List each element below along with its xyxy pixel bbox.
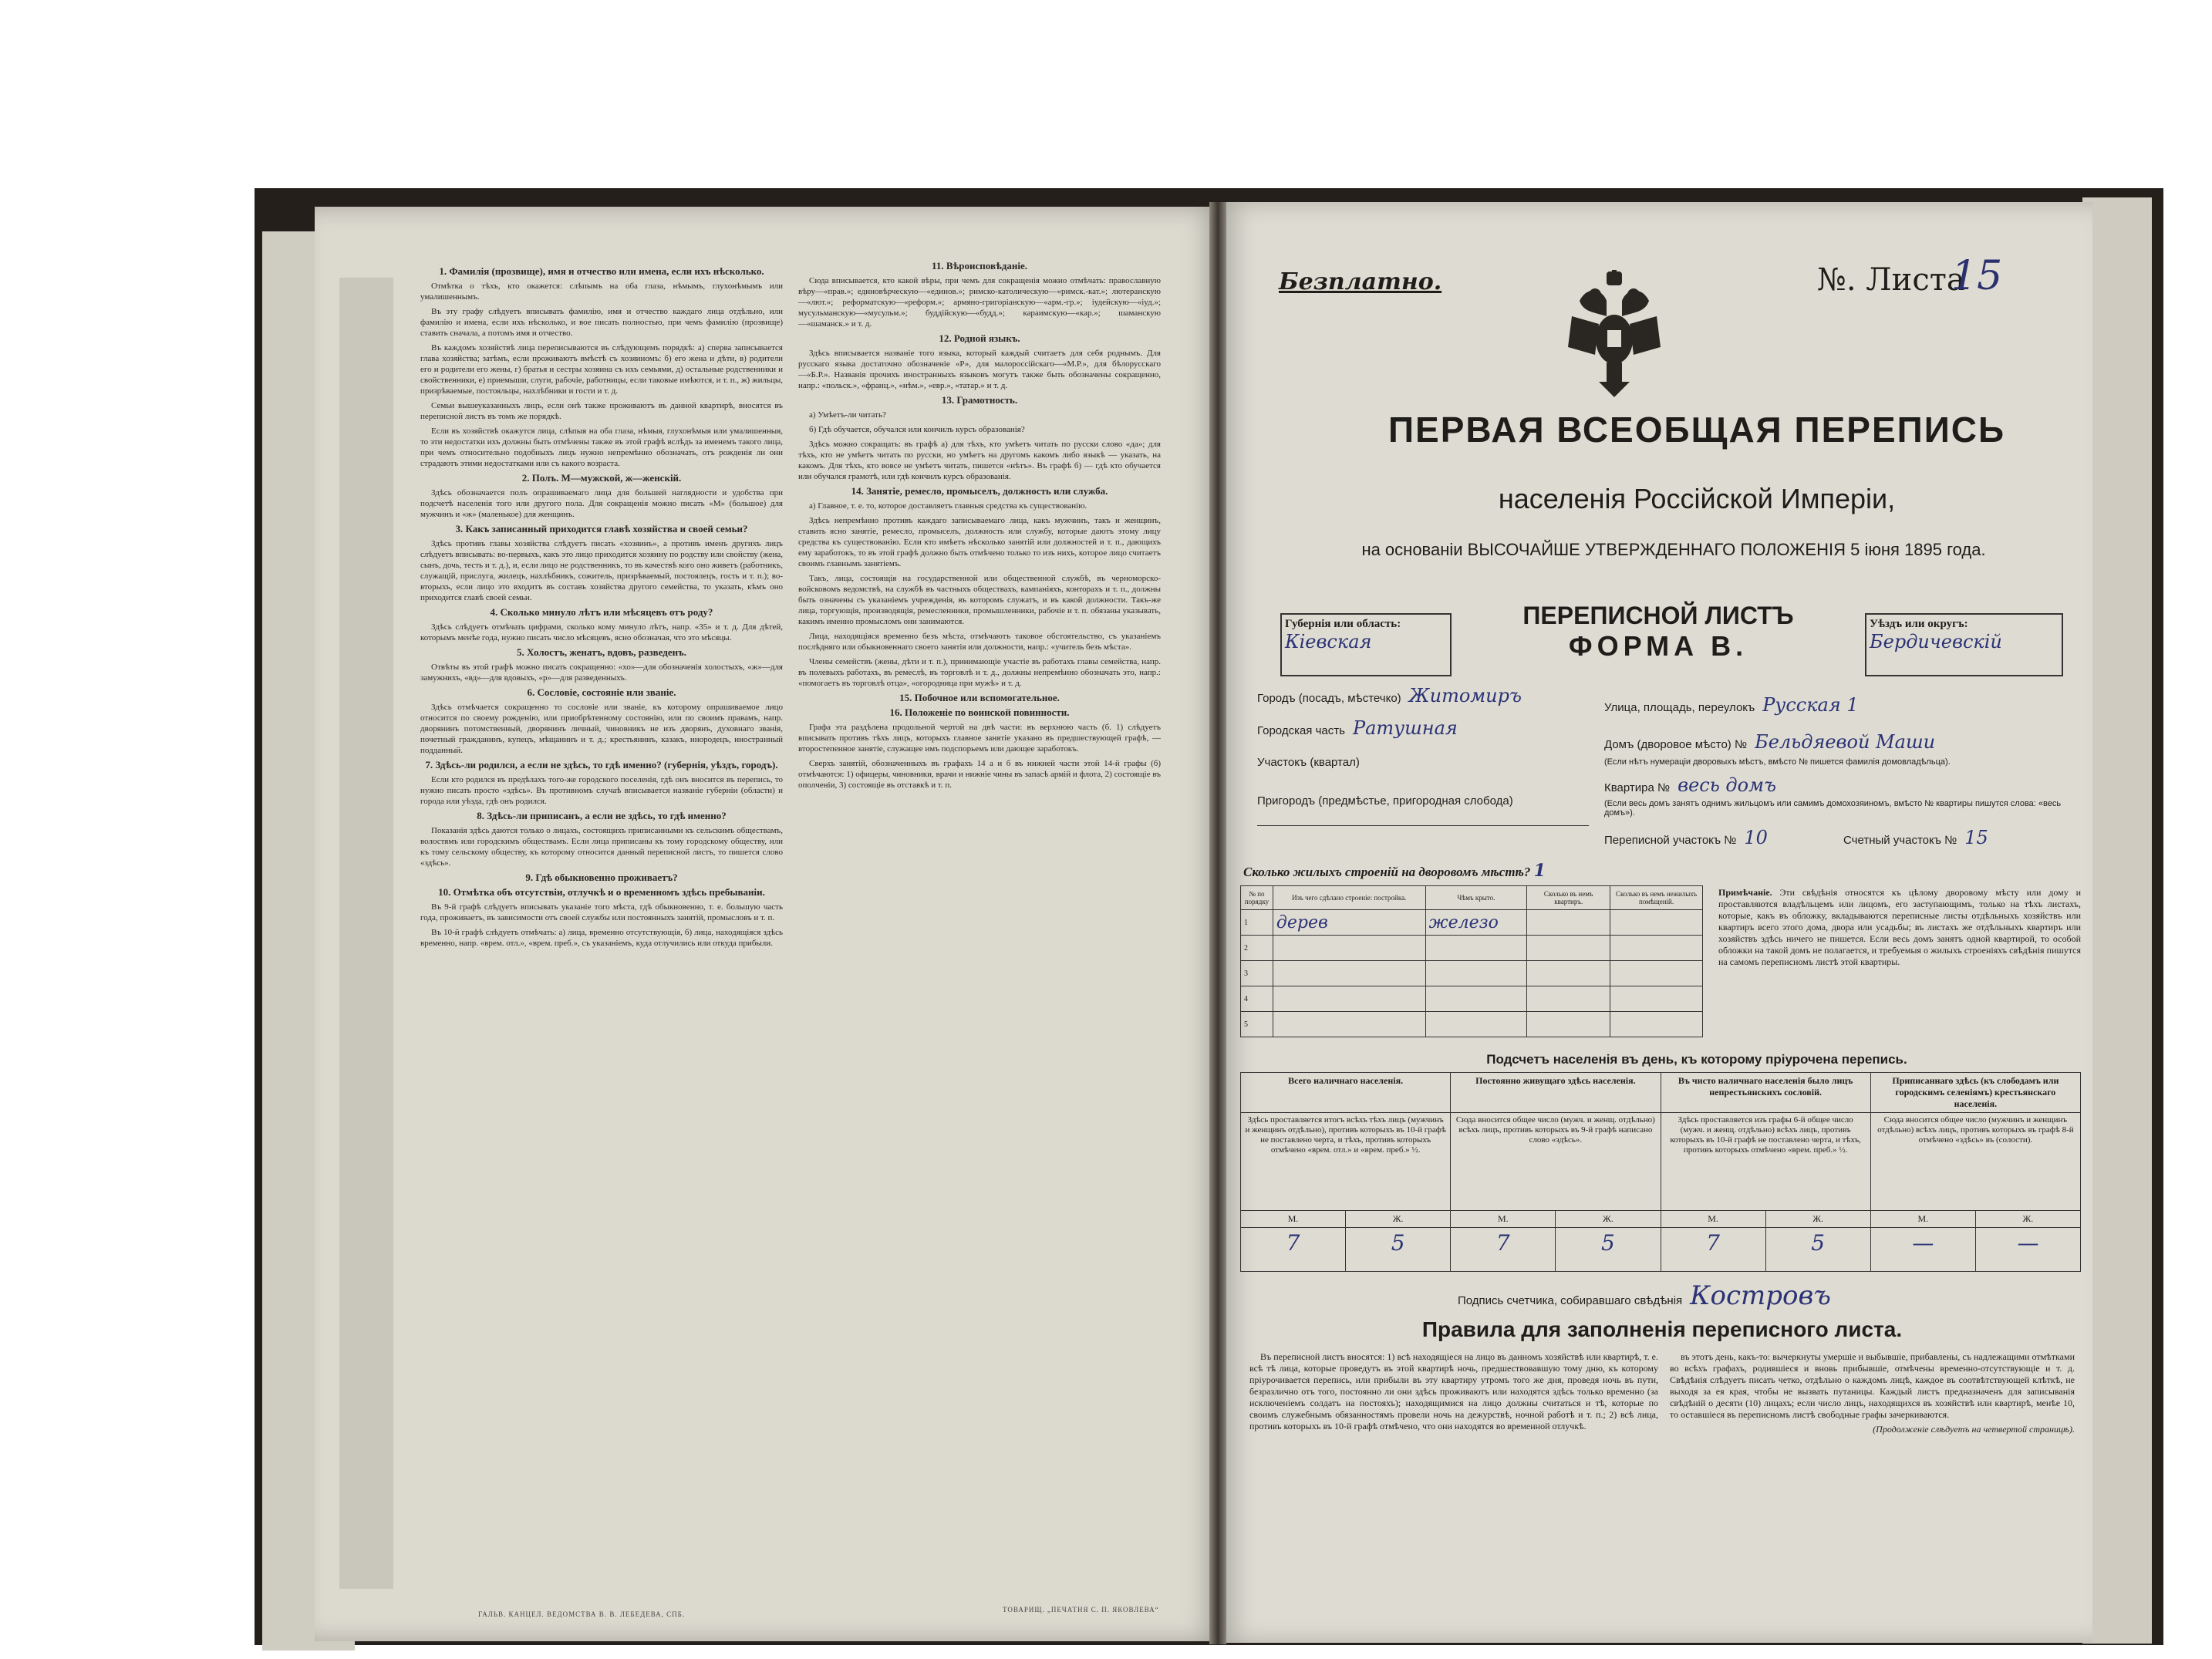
section-heading: 3. Какъ записанный приходится главѣ хозяйства и своей семьи? [455,523,748,534]
prigorod-label: Пригородъ (предмѣстье, пригородная слобода) [1257,794,1513,808]
table-cell: 5 [1346,1228,1451,1272]
table-cell: Сюда вносится общее число (мужч. и женщ. отдѣльно) всѣхъ лицъ, противъ которыхъ въ 9-й графѣ написано слово «здѣсь». [1451,1113,1661,1211]
city-part-label: Городская часть [1257,724,1345,737]
table-header: Всего наличнаго населенія. [1241,1073,1451,1113]
note-text: Эти свѣдѣнія относятся къ цѣлому дворовому мѣсту или дому и проставляются владѣльцемъ или лицомъ, его заступающимъ, только на тѣхъ листахъ, которые, какъ въ обложку, вкладываются переписные листы отдѣльныхъ хозяйствъ или квартиръ всего этого дома, двора или усадьбы; въ листахъ же отдѣльныхъ квартиръ или хозяйствъ здѣсь ничего не пишется. Если весь домъ занятъ одной квартирой, то особой обложки на такой домъ не полагается, и требуемыя о жилыхъ строеніяхъ свѣдѣнія пишутся на самомъ переписномъ листѣ этой квартиры. [1718,887,2081,967]
left-column-1 [420,266,783,1600]
paragraph: Члены семействъ (жены, дѣти и т. п.), принимающіе участіе въ работахъ главы семейства, напр. въ полевыхъ работахъ, въ ремеслѣ, въ торговлѣ и т. д., должны непремѣнно обозначать это, напр.: «помогаетъ въ торговлѣ отца», «огородница при мужѣ» и т. д. [798,657,1161,688]
table-header: Въ чисто наличнаго населенія было лицъ непрестьянскихъ сословій. [1661,1073,1870,1113]
census-plot-label: Переписной участокъ № [1604,834,1737,847]
table-cell: Сюда вносится общее число (мужчинъ и женщинъ отдѣльно) всѣхъ лицъ, противъ которыхъ въ графѣ 8-й отмѣчено «здѣсь» въ (солости). [1870,1113,2080,1211]
table-cell: 5 [1241,1012,1273,1037]
table-cell [1273,1012,1425,1037]
paragraph: Отмѣтка о тѣхъ, кто окажется: слѣпымъ на оба глаза, нѣмымъ, глухонѣмымъ или умалишеннымъ. [420,282,783,302]
table-header: Сколько въ немъ нежилыхъ помѣщеній. [1610,886,1703,910]
table-row [1241,986,1703,1012]
printer-imprint: ГАЛЬВ. КАНЦЕЛ. ВЕДОМСТВА В. В. ЛЕБЕДЕВА, СПБ. [478,1610,686,1618]
dwellings-note [1718,887,2081,968]
table-cell: Ж. [1346,1211,1451,1228]
gubernia-label: Губернія или область: [1285,618,1401,630]
continued-note: (Продолженіе слѣдуетъ на четвертой страницѣ). [1873,1424,2075,1435]
section-heading: 11. Вѣроисповѣданіе. [932,261,1027,271]
section-heading: 1. Фамилія (прозвище), имя и отчество или имена, если ихъ нѣсколько. [439,266,764,277]
table-cell [1273,961,1425,986]
paragraph: Здѣсь непремѣнно противъ каждаго записываемаго лица, какъ мужчинъ, такъ и женщинъ, ставить ясно занятіе, ремесло, промыселъ, должность или службу, которые даютъ этому лицу средства къ существованію. Если кто имѣетъ нѣсколько занятій или должностей и т. п., дающихъ ему заработокъ, то въ этой графѣ должно быть отмѣчено только то изъ нихъ, которое лицо считаетъ своимъ главнымъ занятіемъ. [798,516,1161,568]
paragraph: Сюда вписывается, кто какой вѣры, при чемъ для сокращенія можно отмѣчать: православную вѣру—«прав.»; единовѣрческую—«единов.»; римско-католическую—«римск.-кат.»; лютеранскую—«лют.»; реформатскую—«реформ.»; армяно-григоріанскую—«арм.-гр.»; іудейскую—«іуд.»; мусульманскую—«мусульм.»; буддійскую—«будд.»; караимскую—«кар.»; шаманскую—«шаманск.» и т. д. [798,276,1161,329]
table-row [1241,961,1703,986]
house-note: (Если нѣтъ нумераціи дворовыхъ мѣстъ, вмѣсто № пишется фамилія домовладѣльца). [1604,757,1951,767]
table-cell: 5 [1556,1228,1661,1272]
paragraph: Такъ, лица, состоящія на государственной или общественной службѣ, въ черноморско-войсковомъ ведомствѣ, на службѣ въ частныхъ обществахъ, кампаніяхъ, конторахъ и т. п., должны быть означены съ указаніемъ учрежденія, въ которомъ служатъ, и въ какой должности. Такъ-же лица, торгующія, производящія, ремесленники, промышленники, рабочіе и т. п. обязаны указывать, какимъ именно промысломъ они занимаются. [798,574,1161,626]
table-cell: М. [1870,1211,1975,1228]
table-cell: М. [1451,1211,1556,1228]
paragraph: Если кто родился въ предѣлахъ того-же городского поселенія, гдѣ онъ вносится въ перепись, то нужно писать просто «здѣсь». Въ противномъ случаѣ вписывается названіе губерніи (области) и города или уѣзда, гдѣ онъ родился. [420,775,783,806]
paragraph: Здѣсь отмѣчается сокращенно то сословіе или званіе, къ которому опрашиваемое лицо относится по своему рожденію, или приобрѣтенному состоянію, или по своимъ правамъ, напр. дворянинъ потомственный, дворянинъ личный, чиновникъ не изъ дворянъ, духовнаго званія, почетный гражданинъ, купецъ, мѣщанинъ и т. д.; крестьянинъ, казакъ, инородецъ, иностранный подданный. [420,703,783,755]
apartment-field [1604,774,1776,796]
paragraph: а) Умѣетъ-ли читать? [809,410,886,420]
section-heading: 5. Холостъ, женатъ, вдовъ, разведенъ. [517,646,686,658]
table-cell: дерев [1273,910,1425,936]
section-heading: 8. Здѣсь-ли приписанъ, а если не здѣсь, то гдѣ именно? [477,810,727,821]
table-cell: Ж. [1765,1211,1870,1228]
dwellings-table [1240,885,1703,1037]
table-cell [1610,1012,1703,1037]
house-value: Бельдяевой Маши [1755,731,1936,753]
section-heading: 15. Побочное или вспомогательное. [899,692,1060,703]
table-row [1241,1228,2081,1272]
apartment-note: (Если весь домъ занятъ однимъ жильцомъ или самимъ домохозяиномъ, вмѣсто № квартиры пишутся слова: «весь домъ»). [1604,799,2062,818]
street-field [1604,694,1859,716]
apartment-value: весь домъ [1678,774,1776,796]
city-label: Городъ (посадъ, мѣстечко) [1257,692,1401,705]
section-heading: 14. Занятіе, ремесло, промыселъ, должность или служба. [851,485,1108,497]
table-cell: 3 [1241,961,1273,986]
section-heading: 16. Положеніе по воинской повинности. [889,706,1070,718]
gubernia-box [1280,613,1452,676]
table-cell: М. [1661,1211,1765,1228]
city-field [1257,685,1522,706]
count-plot-value: 15 [1964,827,1988,848]
city-part-field [1257,717,1458,739]
paragraph: Сверхъ занятій, обозначенныхъ въ графахъ 14 а и б въ нижней части этой 14-й графы (б) отмѣчаются: 1) офицеры, чиновники, врачи и нижніе чины въ запасѣ армій и флота, 2) состоящіе въ ополченіи, 3) состоящіе въ отставкѣ и т. п. [798,759,1161,790]
prigorod-field [1257,794,1513,808]
street-value: Русская 1 [1762,694,1859,716]
table-header-row [1241,886,1703,910]
form-heading-line2: ФОРМА В. [1568,630,1748,662]
table-cell: — [1975,1228,2080,1272]
rules-column-1 [1249,1351,1658,1625]
census-plot-field [1604,827,1768,848]
paragraph: Если въ хозяйствѣ окажутся лица, слѣпыя на оба глаза, нѣмыя, глухонѣмыя или умалишенныя, то эти недостатки ихъ должны быть отмѣчены также въ этой графѣ вслѣдъ за именемъ такого лица, при чемъ относительно подобныхъ лицъ нужно непремѣнно обозначать, отъ рожденія ли они страдаютъ этими недостатками или съ какого возраста. [420,427,783,468]
table-header-row [1241,1073,2081,1113]
sheet-number-label: №. Листа [1817,262,1965,298]
section-heading: 10. Отмѣтка объ отсутствіи, отлучкѣ и о временномъ здѣсь пребываніи. [438,886,765,898]
table-header: Сколько въ немъ квартиръ. [1527,886,1610,910]
section-heading: 4. Сколько минуло лѣтъ или мѣсяцевъ отъ роду? [490,606,713,618]
legal-basis: на основаніи ВЫСОЧАЙШЕ УТВЕРЖДЕННАГО ПОЛОЖЕНІЯ 5 іюня 1895 года. [1361,540,1986,559]
table-cell: 4 [1241,986,1273,1012]
signature-label: Подпись счетчика, собиравшаго свѣдѣнія [1458,1294,1683,1307]
paragraph: Въ 9-й графѣ слѣдуетъ вписывать указаніе того мѣста, гдѣ обыкновенно, т. е. большую часть года, проживаетъ, въ зависимости отъ своей службы или постоянныхъ занятій, промысловъ и т. п. [420,902,783,922]
rules-column-2 [1670,1351,2075,1625]
paragraph: Здѣсь противъ главы хозяйства слѣдуетъ писать «хозяинъ», а противъ именъ другихъ лицъ слѣдуетъ вписывать: во-первыхъ, какъ это лицо приходится хозяину по родству или свойству (жена, сынъ, дочь, тесть и т. д.), и, если лицо не родственникъ, то въ качествѣ кого оно живетъ (работникъ, служащій, прислуга, жилецъ, нахлѣбникъ, сожитель, призрѣваемый, постоялецъ, гость и т. п.); во-вторыхъ, если лицо это входитъ въ составъ хозяйства другого семейства, то указать, кѣмъ оно приходится главѣ своей семьи. [420,539,783,602]
paragraph: Въ каждомъ хозяйствѣ лица переписываются въ слѣдующемъ порядкѣ: а) сперва записывается глава хозяйства; затѣмъ, если проживаютъ вмѣстѣ съ хозяиномъ: б) его жена и дѣти, в) родители его и родители его жены, г) братья и сестры хозяина съ ихъ семьями, д) остальные родственники и свойственники, е) приемыши, слуги, рабочіе, работницы, если таковые имѣются, и т. п., ж) жильцы, призрѣваемые, постояльцы, нахлѣбники и гости и т. д. [420,343,783,396]
dwellings-question-text: Сколько жилыхъ строеній на дворовомъ мѣстѣ? [1243,865,1531,879]
section-heading: 2. Полъ. М—мужской, ж—женскій. [521,472,682,484]
table-cell [1610,986,1703,1012]
table-header: Постоянно живущаго здѣсь населенія. [1451,1073,1661,1113]
table-cell: 7 [1241,1228,1346,1272]
left-column-2 [798,261,1161,1603]
rules-title: Правила для заполненія переписного листа. [1421,1317,1903,1341]
table-cell [1527,1012,1610,1037]
table-cell [1610,961,1703,986]
apartment-label: Квартира № [1604,781,1671,794]
street-label: Улица, площадь, переулокъ [1604,701,1755,714]
table-cell: 1 [1241,910,1273,936]
paragraph: Семьи вышеуказанныхъ лицъ, если онѣ также проживаютъ въ данной квартирѣ, вносятся въ переписной листъ въ томъ же порядкѣ. [420,401,783,421]
census-plot-value: 10 [1744,827,1768,848]
house-field [1604,731,1935,753]
book-gutter [1209,202,1226,1644]
paragraph: а) Главное, т. е. то, которое доставляетъ главныя средства къ существованію. [809,501,1087,511]
table-cell [1425,1012,1527,1037]
paragraph: Здѣсь вписывается названіе того языка, который каждый считаетъ для себя роднымъ. Для русскаго языка достаточно обозначеніе «Р», для малороссійскаго—«М.Р.», для бѣлорусскаго—«Б.Р.». Названія прочихъ иностранныхъ языковъ могутъ также быть обозначены сокращенно, напр.: «польск.», «франц.», «нѣм.», «евр.», «татар.» и т. д. [798,349,1161,390]
paragraph: Въ эту графу слѣдуетъ вписывать фамилію, имя и отчество каждаго лица отдѣльно, или фамилію и имена, если ихъ нѣсколько, и вое писать полностью, при чемъ фамилію (прозвище) ставить сначала, а потомъ имя и отчество. [420,307,783,338]
table-row [1241,910,1703,936]
table-cell [1527,936,1610,961]
table-cell: Здѣсь проставляется итогъ всѣхъ тѣхъ лицъ (мужчинъ и женщинъ отдѣльно), противъ которыхъ въ 10-й графѣ не поставлено черта, и тѣхъ, противъ которыхъ отмѣчено «врем. отл.» и «врем. преб.» ½. [1241,1113,1451,1211]
paragraph: Отвѣты въ этой графѣ можно писать сокращенно: «хо»—для обозначенія холостыхъ, «ж»—для замужнихъ, «вд»—для вдовыхъ, «р»—для разведенныхъ. [420,663,783,683]
paragraph: Показанія здѣсь даются только о лицахъ, состоящихъ приписанными къ сельскимъ обществамъ, волостямъ или городскимъ обществамъ. Если лица приписаны къ тому городскому обществу, или къ тому сельскому обществу, къ которому относится данный переписной листъ, то пишется слово «здѣсь». [420,826,783,868]
imperial-eagle-icon [1564,270,1664,401]
table-cell [1273,986,1425,1012]
table-cell [1610,936,1703,961]
table-cell: Ж. [1556,1211,1661,1228]
gubernia-value: Кіевская [1285,631,1372,652]
section-heading: 12. Родной языкъ. [939,332,1020,344]
table-cell: Ж. [1975,1211,2080,1228]
paragraph: б) Гдѣ обучается, обучался или кончилъ курсъ образованія? [809,425,1025,434]
table-cell: 7 [1661,1228,1765,1272]
count-plot-label: Счетный участокъ № [1843,834,1957,847]
enumerator-signature [1458,1280,1831,1311]
table-cell [1273,936,1425,961]
table-cell [1425,986,1527,1012]
paragraph: Здѣсь можно сокращать: въ графѣ а) для тѣхъ, кто умѣетъ читать по русски слово «да»; для тѣхъ, кто не умѣетъ читать по русски, но умѣетъ на другомъ какомъ либо языкѣ — указать, на какомъ. Для тѣхъ, кто вовсе не умѣетъ читать, пишется «нѣтъ». Въ графѣ б) — гдѣ кто обучается или обучался грамотѣ, или гдѣ кончилъ курсъ образованія. [798,440,1161,481]
paragraph: Графа эта раздѣлена продольной чертой на двѣ части: въ верхнюю часть (б. 1) слѣдуетъ вписывать противъ тѣхъ лицъ, которыхъ главное занятіе указано въ предшествующей графѣ, — второстепенное занятіе, служащее имъ подспорьемъ или дающее заработокъ. [798,723,1161,754]
city-value: Житомиръ [1408,685,1522,706]
section-heading: 13. Грамотность. [941,394,1018,406]
uchastok-label: Участокъ (квартал) [1257,756,1360,769]
note-label: Примѣчаніе. [1718,887,1772,898]
paragraph: Здѣсь обозначается полъ опрашиваемаго лица для большей наглядности и удобства при подсчетѣ населенія того или другого пола. Для сокращенія можно писать «М» (большое) для мужчинъ и «ж» (маленькое) для женщинъ. [420,488,783,519]
form-heading [1465,602,1851,663]
right-page-edges [2082,197,2152,1644]
table-row [1241,936,1703,961]
dwellings-question [1243,861,1546,881]
table-header: Изъ чего сдѣлано строеніе: постройка. [1273,886,1425,910]
section-heading: 6. Сословіе, состояніе или званіе. [527,686,676,698]
table-header: № по порядку [1241,886,1273,910]
table-cell [1425,936,1527,961]
population-heading: Подсчетъ населенія въ день, къ которому пріурочена перепись. [1486,1052,1907,1067]
signature-value: Костровъ [1690,1280,1831,1311]
form-heading-line1: ПЕРЕПИСНОЙ ЛИСТЪ [1522,602,1794,629]
divider [1257,825,1589,826]
uchastok-field [1257,756,1360,769]
uezd-value: Бердичевскій [1870,631,2002,652]
section-heading: 9. Гдѣ обыкновенно проживаетъ? [525,872,678,883]
table-header: Чѣмъ крыто. [1425,886,1527,910]
table-cell [1527,910,1610,936]
house-label: Домъ (дворовое мѣсто) № [1604,738,1748,751]
document-subtitle: населенія Россійской Имперіи, [1498,483,1896,514]
table-cell: 7 [1451,1228,1556,1272]
section-heading: 7. Здѣсь-ли родился, а если не здѣсь, то гдѣ именно? (губернія, уѣздъ, городъ). [425,759,778,770]
left-page-edge [339,278,393,1589]
table-header: Приписаннаго здѣсь (къ слободамъ или городскимъ селеніямъ) крестьянскаго населенія. [1870,1073,2080,1113]
paragraph: Лица, находящіяся временно безъ мѣста, отмѣчаютъ таковое обстоятельство, съ указаніемъ послѣдняго или обыкновеннаго своего занятія или должности, напр.: «учитель безъ мѣста». [798,632,1161,652]
population-table [1240,1072,2081,1272]
city-part-value: Ратушная [1352,717,1458,739]
table-cell [1425,961,1527,986]
printer-imprint: ТОВАРИЩ. „ПЕЧАТНЯ С. П. ЯКОВЛЕВА“ [1003,1606,1159,1613]
table-row [1241,1012,1703,1037]
table-cell: 2 [1241,936,1273,961]
table-cell [1527,986,1610,1012]
document-title: ПЕРВАЯ ВСЕОБЩАЯ ПЕРЕПИСЬ [1388,410,2006,450]
table-cell: 5 [1765,1228,1870,1272]
sheet-number-value: 15 [1951,253,2003,299]
dwellings-value: 1 [1533,861,1546,881]
free-label: Безплатно. [1279,268,1442,295]
table-row [1241,1211,2081,1228]
paragraph: Въ 10-й графѣ слѣдуетъ отмѣчать: а) лица, временно отсутствующія, б) лица, находящіяся здѣсь временно, напр. «врем. отл.», «врем. преб.», съ указаніемъ, куда отлучились или откуда прибыли. [420,928,783,948]
table-cell: М. [1241,1211,1346,1228]
uezd-box [1865,613,2063,676]
table-cell [1610,910,1703,936]
table-cell [1527,961,1610,986]
table-cell: Здѣсь проставляется изъ графы 6-й общее число (мужч. и женщ. отдѣльно) всѣхъ лицъ, противъ которыхъ въ 10-й графѣ не поставлено черта, и тѣхъ, противъ которыхъ отмѣчено «врем. преб.» ½. [1661,1113,1870,1211]
table-cell: — [1870,1228,1975,1272]
table-cell: железо [1425,910,1527,936]
table-row [1241,1113,2081,1211]
paragraph: въ этотъ день, какъ-то: вычеркнуты умершіе и выбывшіе, прибавлены, съ надлежащими отмѣтками во всѣхъ графахъ, родившіеся и вновь прибывшіе, отмѣчены временно-отсутствующіе и т. д. Свѣдѣнія слѣдуетъ писать четко, отдѣльно о каждомъ лицѣ, каждое въ соотвѣтствующей клѣткѣ, не выходя за ея края, чтобы не вызвать путаницы. Каждый листъ предназначенъ для записыванія свѣдѣній о десяти (10) лицахъ; если число лицъ, находящихся въ хозяйствѣ или квартирѣ, менѣе 10, то оставшіеся въ переписномъ листѣ свободные графы зачеркиваются. [1670,1351,2075,1420]
paragraph: Здѣсь слѣдуетъ отмѣчать цифрами, сколько кому минуло лѣтъ, напр. «35» и т. д. Для дѣтей, которымъ менѣе года, нужно писать число мѣсяцевъ, ясно обозначая, что это мѣсяцы. [420,622,783,642]
paragraph: Въ переписной листъ вносятся: 1) всѣ находящіеся на лицо въ данномъ хозяйствѣ или квартирѣ, т. е. всѣ тѣ лица, которые проведутъ въ этой квартирѣ ночь, предшествовавшую тому дню, къ которому пріурочивается перепись, или прибыли въ эту квартиру утромъ того же дня, проведя ночь въ пути, безразлично отъ того, постоянно ли они здѣсь проживаютъ или находятся здѣсь только временно (за исключеніемъ солдатъ на постояхъ); находящимися на лицо должны считаться и тѣ, которые по своимъ служебнымъ обязанностямъ провели ночь на дежурствѣ, ночной работѣ и т. п.; 2) всѣ лица, противъ которыхъ въ 10-й графѣ отмѣчено, что они находятся во временной отлучкѣ. [1249,1351,1658,1431]
count-plot-field [1843,827,1988,848]
uezd-label: Уѣздъ или округъ: [1870,618,1968,630]
